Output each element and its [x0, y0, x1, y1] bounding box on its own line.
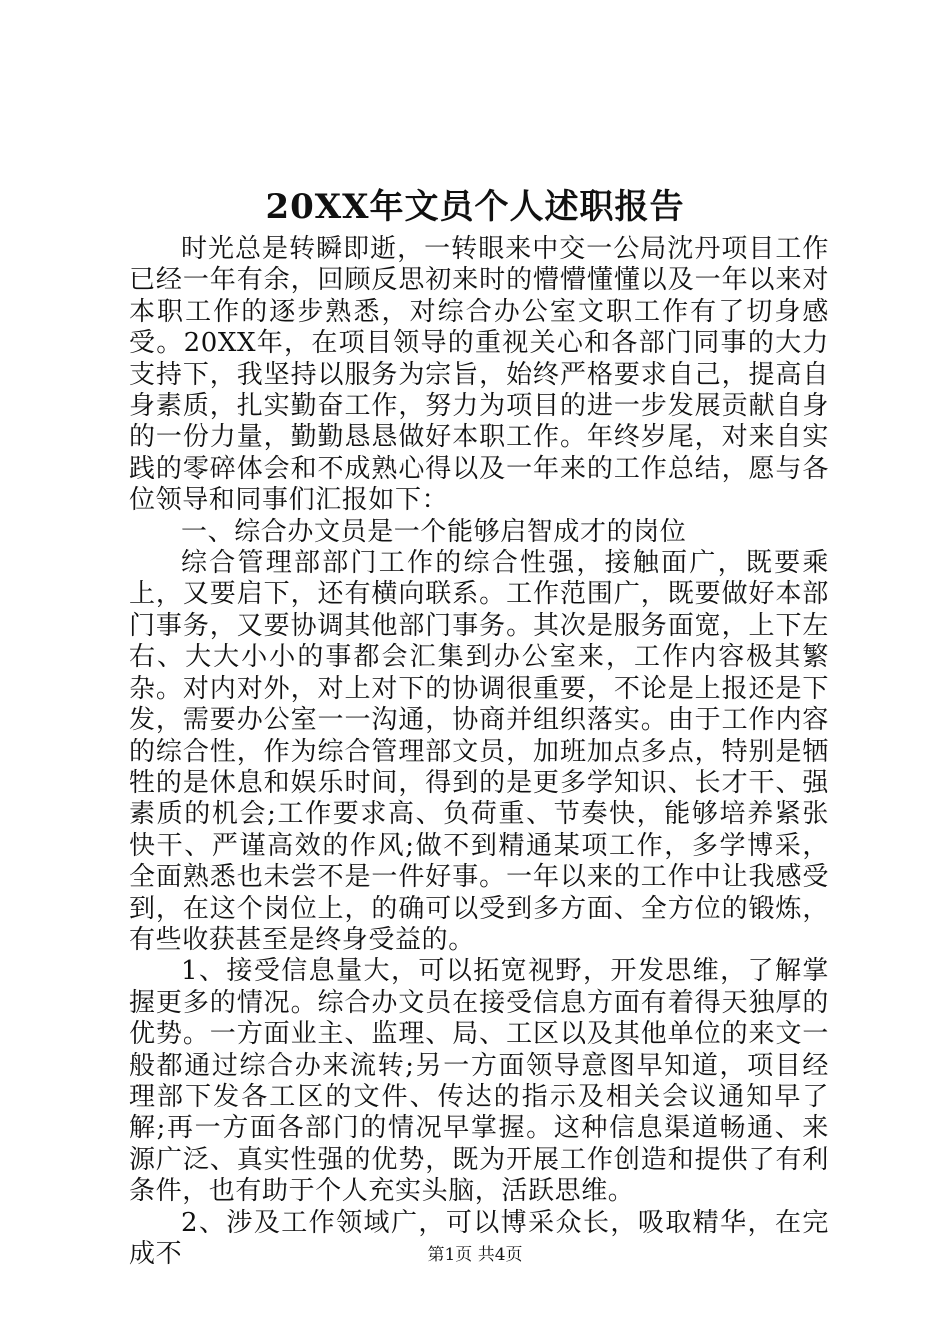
page-number-footer: 第1页 共4页: [427, 1245, 523, 1265]
paragraph-intro: 时光总是转瞬即逝，一转眼来中交一公局沈丹项目工作已经一年有余，回顾反思初来时的懵懵懂懂以及一年以来对本职工作的逐步熟悉，对综合办公室文职工作有了切身感受。20XX年，在项目领导的重视关心和各部门同事的大力支持下，我坚持以服务为宗旨，始终严格要求自己，提高自身素质，扎实勤奋工作，努力为项目的进一步发展贡献自身的一份力量，勤勤恳恳做好本职工作。年终岁尾，对来自实践的零碎体会和不成熟心得以及一年来的工作总结，愿与各位领导和同事们汇报如下：: [129, 234, 829, 516]
paragraph-section-1: 综合管理部部门工作的综合性强，接触面广，既要乘上，又要启下，还有横向联系。工作范围广，既要做好本部门事务，又要协调其他部门事务。其次是服务面宽，上下左右、大大小小的事都会汇集到办公室来，工作内容极其繁杂。对内对外，对上对下的协调很重要，不论是上报还是下发，需要办公室一一沟通，协商并组织落实。由于工作内容的综合性，作为综合管理部文员，加班加点多点，特别是牺牲的是休息和娱乐时间，得到的是更多学知识、长才干、强素质的机会;工作要求高、负荷重、节奏快，能够培养紧张快干、严谨高效的作风;做不到精通某项工作，多学博采，全面熟悉也未尝不是一件好事。一年以来的工作中让我感受到，在这个岗位上，的确可以受到多方面、全方位的锻炼，有些收获甚至是终身受益的。: [129, 548, 829, 955]
document-body: [129, 234, 829, 1270]
paragraph-point-2: 2、涉及工作领域广，可以博采众长，吸取精华，在完成不: [129, 1207, 829, 1269]
document-title: 20XX年文员个人述职报告: [265, 187, 685, 227]
section-heading-1: 一、综合办文员是一个能够启智成才的岗位: [181, 516, 687, 547]
paragraph-point-1: 1、接受信息量大，可以拓宽视野，开发思维，了解掌握更多的情况。综合办文员在接受信息方面有着得天独厚的优势。一方面业主、监理、局、工区以及其他单位的来文一般都通过综合办来流转;另一方面领导意图早知道，项目经理部下发各工区的文件、传达的指示及相关会议通知早了解;再一方面各部门的情况早掌握。这种信息渠道畅通、来源广泛、真实性强的优势，既为开展工作创造和提供了有利条件，也有助于个人充实头脑，活跃思维。: [129, 956, 829, 1207]
